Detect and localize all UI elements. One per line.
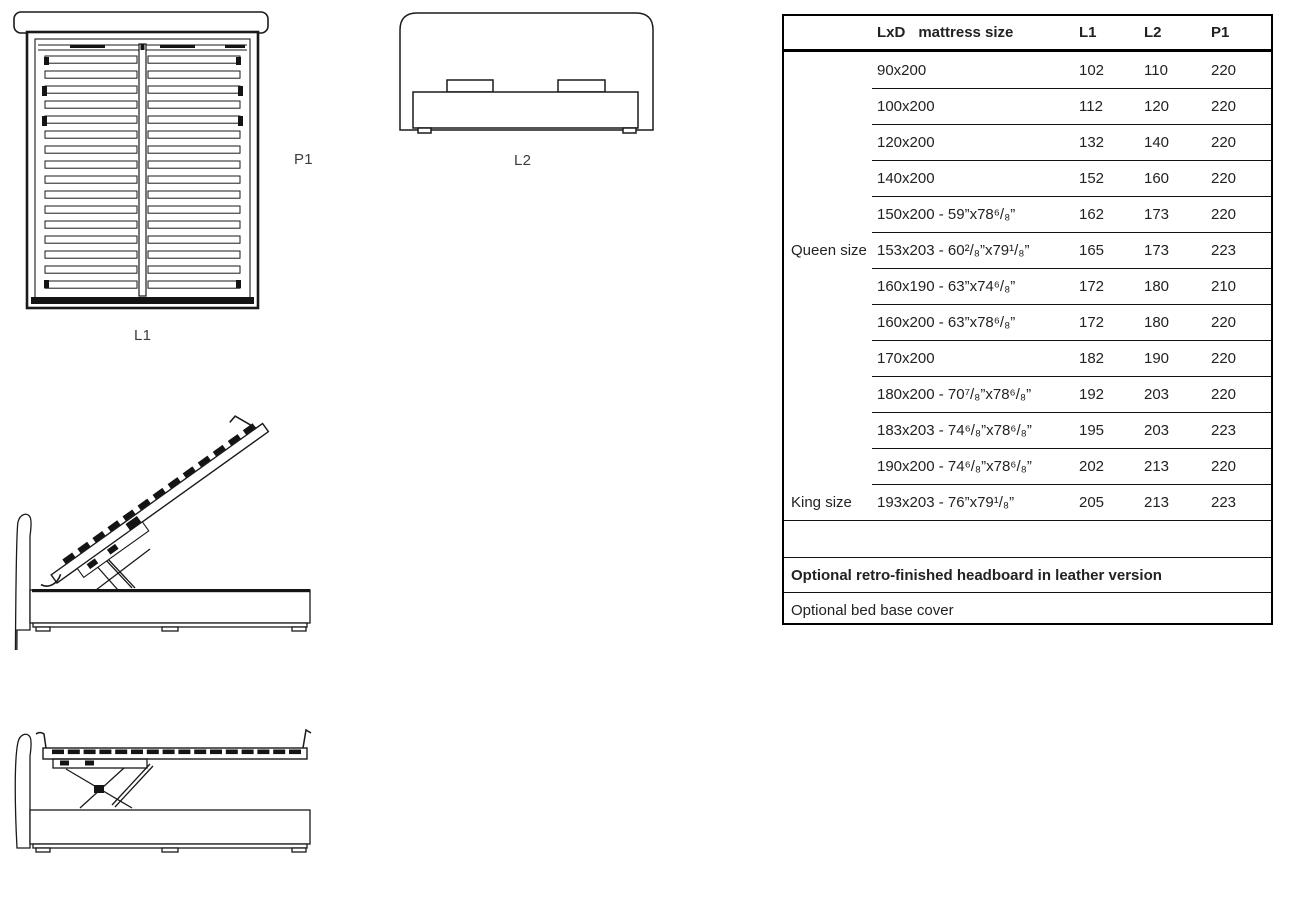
size-group-label (784, 88, 872, 124)
l1-cell: 132 (1072, 124, 1137, 160)
l1-cell: 102 (1079, 61, 1105, 79)
mechanism-clips (60, 761, 104, 794)
size-row (784, 304, 1271, 340)
headboard-side (15, 514, 31, 650)
size-row (784, 268, 1271, 304)
l1-cell: 112 (1072, 88, 1137, 124)
l1-cell: 165 (1072, 232, 1137, 268)
l1-cell: 205 (1072, 484, 1137, 520)
foot (36, 848, 50, 852)
l2-cell: 173 (1137, 196, 1204, 232)
header-l1: L1 (1079, 24, 1097, 41)
header-p1: P1 (1211, 24, 1230, 41)
mattress-size-cell: 183x203 - 74⁶/₈”x78⁶/₈” (872, 412, 1072, 448)
size-group-label (784, 304, 872, 340)
size-row (784, 448, 1271, 484)
p1-cell: 210 (1204, 268, 1271, 304)
table-header (784, 16, 1271, 52)
bed-side-view-lifted (0, 400, 340, 650)
size-row (784, 232, 1271, 268)
mattress-size-cell: 193x203 - 76”x79¹/₈” (872, 484, 1072, 520)
size-group-label (784, 376, 872, 412)
mattress-size-cell: 140x200 (872, 160, 1072, 196)
l1-cell: 172 (1072, 268, 1137, 304)
p1-cell: 220 (1204, 304, 1271, 340)
size-row (784, 196, 1271, 232)
mattress-size-cell: 180x200 - 70⁷/₈”x78⁶/₈” (872, 376, 1072, 412)
table-note: Optional bed base cover (784, 592, 1271, 627)
l1-cell: 182 (1072, 340, 1137, 376)
table-note: Optional retro-finished headboard in leather version (784, 557, 1271, 592)
size-group-label (784, 412, 872, 448)
header-size-cell (872, 16, 1072, 49)
p1-cell: 220 (1204, 340, 1271, 376)
mattress-size-table (782, 14, 1273, 625)
l2-cell: 160 (1137, 160, 1204, 196)
size-group-label (784, 160, 872, 196)
l2-cell: 203 (1137, 412, 1204, 448)
l2-cell: 120 (1137, 88, 1204, 124)
l2-cell: 213 (1137, 484, 1204, 520)
dimension-label-l1: L1 (134, 327, 152, 344)
dimension-label-p1: P1 (294, 151, 313, 168)
bed-top-view (0, 0, 340, 360)
l2-cell: 190 (1137, 340, 1204, 376)
foot (292, 627, 306, 631)
headboard-side (15, 734, 31, 848)
mattress-size-cell: 160x190 - 63”x74⁶/₈” (872, 268, 1072, 304)
foot (36, 627, 50, 631)
p1-cell: 220 (1204, 160, 1271, 196)
bed-side-view-raised-flat (0, 690, 340, 890)
mattress-size-cell: 90x200 (877, 61, 927, 79)
l1-cell: 192 (1072, 376, 1137, 412)
base-top-rail (32, 589, 310, 592)
l2-cell: 180 (1137, 268, 1204, 304)
headboard-top (14, 12, 268, 33)
l1-cell: 172 (1072, 304, 1137, 340)
bed-side-flat-drawing (0, 690, 340, 890)
size-group-label (784, 124, 872, 160)
bed-base-side (30, 590, 310, 623)
size-row (784, 124, 1271, 160)
mattress-size-cell: 170x200 (872, 340, 1072, 376)
size-row (784, 160, 1271, 196)
p1-cell: 223 (1204, 232, 1271, 268)
mattress-size-cell: 160x200 - 63”x78⁶/₈” (872, 304, 1072, 340)
foot (418, 128, 431, 133)
mattress-size-cell: 153x203 - 60²/₈”x79¹/₈” (872, 232, 1072, 268)
l1-cell: 202 (1072, 448, 1137, 484)
header-l2: L2 (1144, 24, 1162, 41)
lift-platform-tilted (27, 406, 275, 600)
bed-base-side (30, 810, 310, 844)
foot (162, 627, 178, 631)
slat-bracket (558, 80, 605, 92)
size-row (784, 484, 1271, 520)
size-group-label (784, 448, 872, 484)
slat-group-tilted (62, 423, 255, 564)
header-group-cell (784, 16, 872, 49)
foot (623, 128, 636, 133)
header-lxd: LxD (877, 24, 906, 41)
p1-cell: 223 (1204, 484, 1271, 520)
p1-cell: 220 (1204, 448, 1271, 484)
l2-cell: 173 (1137, 232, 1204, 268)
foot (162, 848, 178, 852)
size-group-label (784, 340, 872, 376)
p1-cell: 220 (1204, 124, 1271, 160)
slat-bracket (447, 80, 493, 92)
center-rail (139, 44, 146, 296)
l2-cell: 140 (1137, 124, 1204, 160)
l2-cell: 203 (1137, 376, 1204, 412)
table-spacer-row (784, 520, 1271, 557)
l1-cell: 152 (1072, 160, 1137, 196)
bed-top-view-drawing (0, 0, 340, 360)
p1-cell: 220 (1211, 61, 1237, 79)
table-notes (784, 557, 1271, 627)
p1-cell: 220 (1204, 196, 1271, 232)
mattress-size-cell: 120x200 (872, 124, 1072, 160)
l1-cell: 195 (1072, 412, 1137, 448)
size-group-label: Queen size (791, 241, 867, 259)
size-group-label (784, 52, 872, 88)
foot (292, 848, 306, 852)
l2-cell: 213 (1137, 448, 1204, 484)
size-row (784, 412, 1271, 448)
mattress-size-cell: 100x200 (872, 88, 1072, 124)
p1-cell: 220 (1204, 88, 1271, 124)
mattress-size-cell: 190x200 - 74⁶/₈”x78⁶/₈” (872, 448, 1072, 484)
header-mattress-size: mattress size (918, 24, 1014, 41)
size-group-label (784, 268, 872, 304)
bed-side-lifted-drawing (0, 400, 340, 650)
size-row (784, 52, 1271, 88)
l2-cell: 180 (1137, 304, 1204, 340)
p1-cell: 223 (1204, 412, 1271, 448)
l1-cell: 162 (1072, 196, 1137, 232)
table-body (784, 52, 1271, 520)
l2-cell: 110 (1144, 61, 1168, 79)
p1-cell: 220 (1204, 376, 1271, 412)
size-group-label: King size (791, 493, 852, 511)
size-group-label (784, 196, 872, 232)
dimension-label-l2: L2 (514, 152, 532, 169)
mattress-size-cell: 150x200 - 59”x78⁶/₈” (872, 196, 1072, 232)
size-row (784, 88, 1271, 124)
bed-base-front (413, 92, 638, 128)
size-row (784, 376, 1271, 412)
size-row (784, 340, 1271, 376)
